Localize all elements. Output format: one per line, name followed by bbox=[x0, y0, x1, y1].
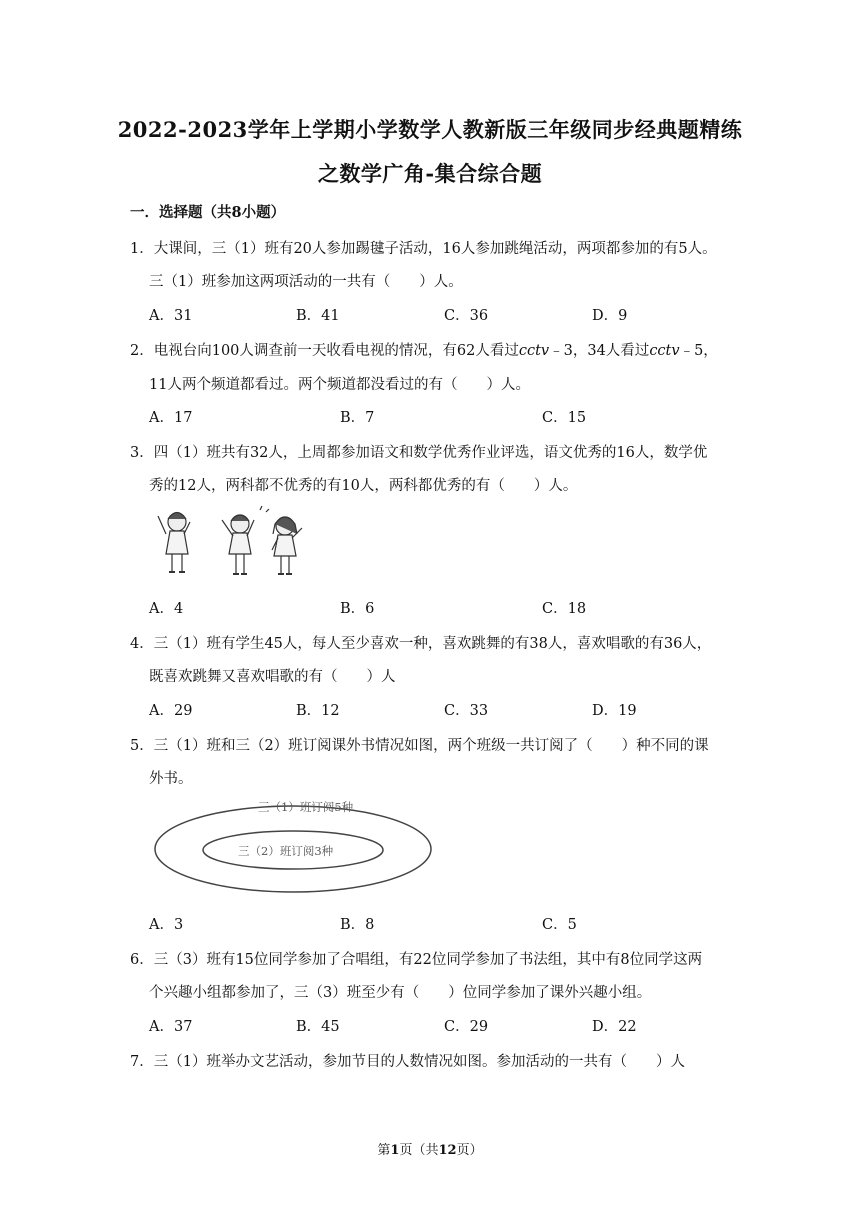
outer-set-label: 三（1）班订阅5种 bbox=[258, 800, 354, 814]
option-a: A．29 bbox=[149, 703, 193, 719]
question-number: 3． bbox=[130, 445, 154, 461]
channel-name: cctv bbox=[649, 343, 680, 359]
section-heading: 一．选择题（共8小题） bbox=[130, 204, 286, 221]
option-c: C．15 bbox=[542, 410, 587, 426]
question-7-line1 bbox=[130, 1050, 685, 1071]
page-number: 1 bbox=[390, 1143, 400, 1158]
option-b: B．45 bbox=[296, 1019, 340, 1035]
option-b: B．6 bbox=[340, 601, 375, 617]
question-6-line1 bbox=[130, 948, 702, 969]
option-a: A．37 bbox=[149, 1019, 193, 1035]
option-b: B．8 bbox=[340, 917, 375, 933]
question-text: 三（1）班举办文艺活动，参加节目的人数情况如图。参加活动的一共有（ ）人 bbox=[153, 1054, 685, 1070]
question-number: 1． bbox=[130, 241, 154, 257]
question-2-line2: 11人两个频道都看过。两个频道都没看过的有（ ）人。 bbox=[149, 377, 530, 393]
option-c: C．33 bbox=[444, 703, 489, 719]
question-number: 7． bbox=[130, 1054, 154, 1070]
question-text: ﹣5， bbox=[679, 343, 718, 359]
question-4-line1 bbox=[130, 632, 711, 653]
question-1-line2: 三（1）班参加这两项活动的一共有（ ）人。 bbox=[149, 274, 463, 290]
total-pages: 12 bbox=[438, 1143, 457, 1158]
option-c: C．29 bbox=[444, 1019, 489, 1035]
option-b: B．41 bbox=[296, 308, 340, 324]
option-d: D．19 bbox=[592, 703, 637, 719]
option-a: A．3 bbox=[149, 917, 184, 933]
question-number: 6． bbox=[130, 952, 154, 968]
channel-name: cctv bbox=[518, 343, 550, 359]
footer-text: 第 bbox=[377, 1143, 391, 1158]
question-number: 5． bbox=[130, 738, 154, 754]
option-a: A．4 bbox=[149, 601, 184, 617]
option-a: A．17 bbox=[149, 410, 193, 426]
question-6-line2: 个兴趣小组都参加了，三（3）班至少有（ ）位同学参加了课外兴趣小组。 bbox=[149, 985, 652, 1001]
question-text: 三（1）班和三（2）班订阅课外书情况如图，两个班级一共订阅了（ ）种不同的课 bbox=[153, 738, 709, 754]
set-diagram bbox=[150, 795, 440, 901]
question-number: 4． bbox=[130, 636, 154, 652]
question-5-line1 bbox=[130, 734, 709, 755]
question-3-line1 bbox=[130, 441, 707, 462]
document-title-line2: 之数学广角-集合综合题 bbox=[317, 161, 543, 186]
children-illustration bbox=[150, 504, 325, 582]
question-4-line2: 既喜欢跳舞又喜欢唱歌的有（ ）人 bbox=[149, 669, 396, 685]
option-d: D．9 bbox=[592, 308, 628, 324]
page-footer bbox=[0, 1139, 860, 1158]
footer-text: 页（共 bbox=[399, 1143, 439, 1158]
option-c: C．5 bbox=[542, 917, 577, 933]
question-2-line1 bbox=[130, 339, 718, 360]
option-b: B．7 bbox=[340, 410, 375, 426]
option-c: C．36 bbox=[444, 308, 489, 324]
question-text: 三（3）班有15位同学参加了合唱组，有22位同学参加了书法组，其中有8位同学这两 bbox=[153, 952, 703, 968]
inner-set-label: 三（2）班订阅3种 bbox=[238, 844, 334, 858]
option-a: A．31 bbox=[149, 308, 193, 324]
question-text: 大课间，三（1）班有20人参加踢毽子活动，16人参加跳绳活动，两项都参加的有5人。 bbox=[153, 241, 717, 257]
question-text: 电视台向100人调查前一天收看电视的情况，有62人看过 bbox=[153, 343, 519, 359]
footer-text: 页） bbox=[456, 1143, 483, 1158]
option-c: C．18 bbox=[542, 601, 587, 617]
question-5-line2: 外书。 bbox=[149, 771, 193, 787]
question-3-line2: 秀的12人，两科都不优秀的有10人，两科都优秀的有（ ）人。 bbox=[149, 478, 578, 494]
question-1-line1 bbox=[130, 237, 717, 258]
option-b: B．12 bbox=[296, 703, 340, 719]
question-text: ﹣3，34人看过 bbox=[549, 343, 650, 359]
question-text: 四（1）班共有32人，上周都参加语文和数学优秀作业评选，语文优秀的16人，数学优 bbox=[153, 445, 708, 461]
document-title-line1: 2022-2023学年上学期小学数学人教新版三年级同步经典题精练 bbox=[117, 117, 743, 142]
question-text: 三（1）班有学生45人，每人至少喜欢一种，喜欢跳舞的有38人，喜欢唱歌的有36人， bbox=[153, 636, 712, 652]
question-number: 2． bbox=[130, 343, 154, 359]
option-d: D．22 bbox=[592, 1019, 637, 1035]
